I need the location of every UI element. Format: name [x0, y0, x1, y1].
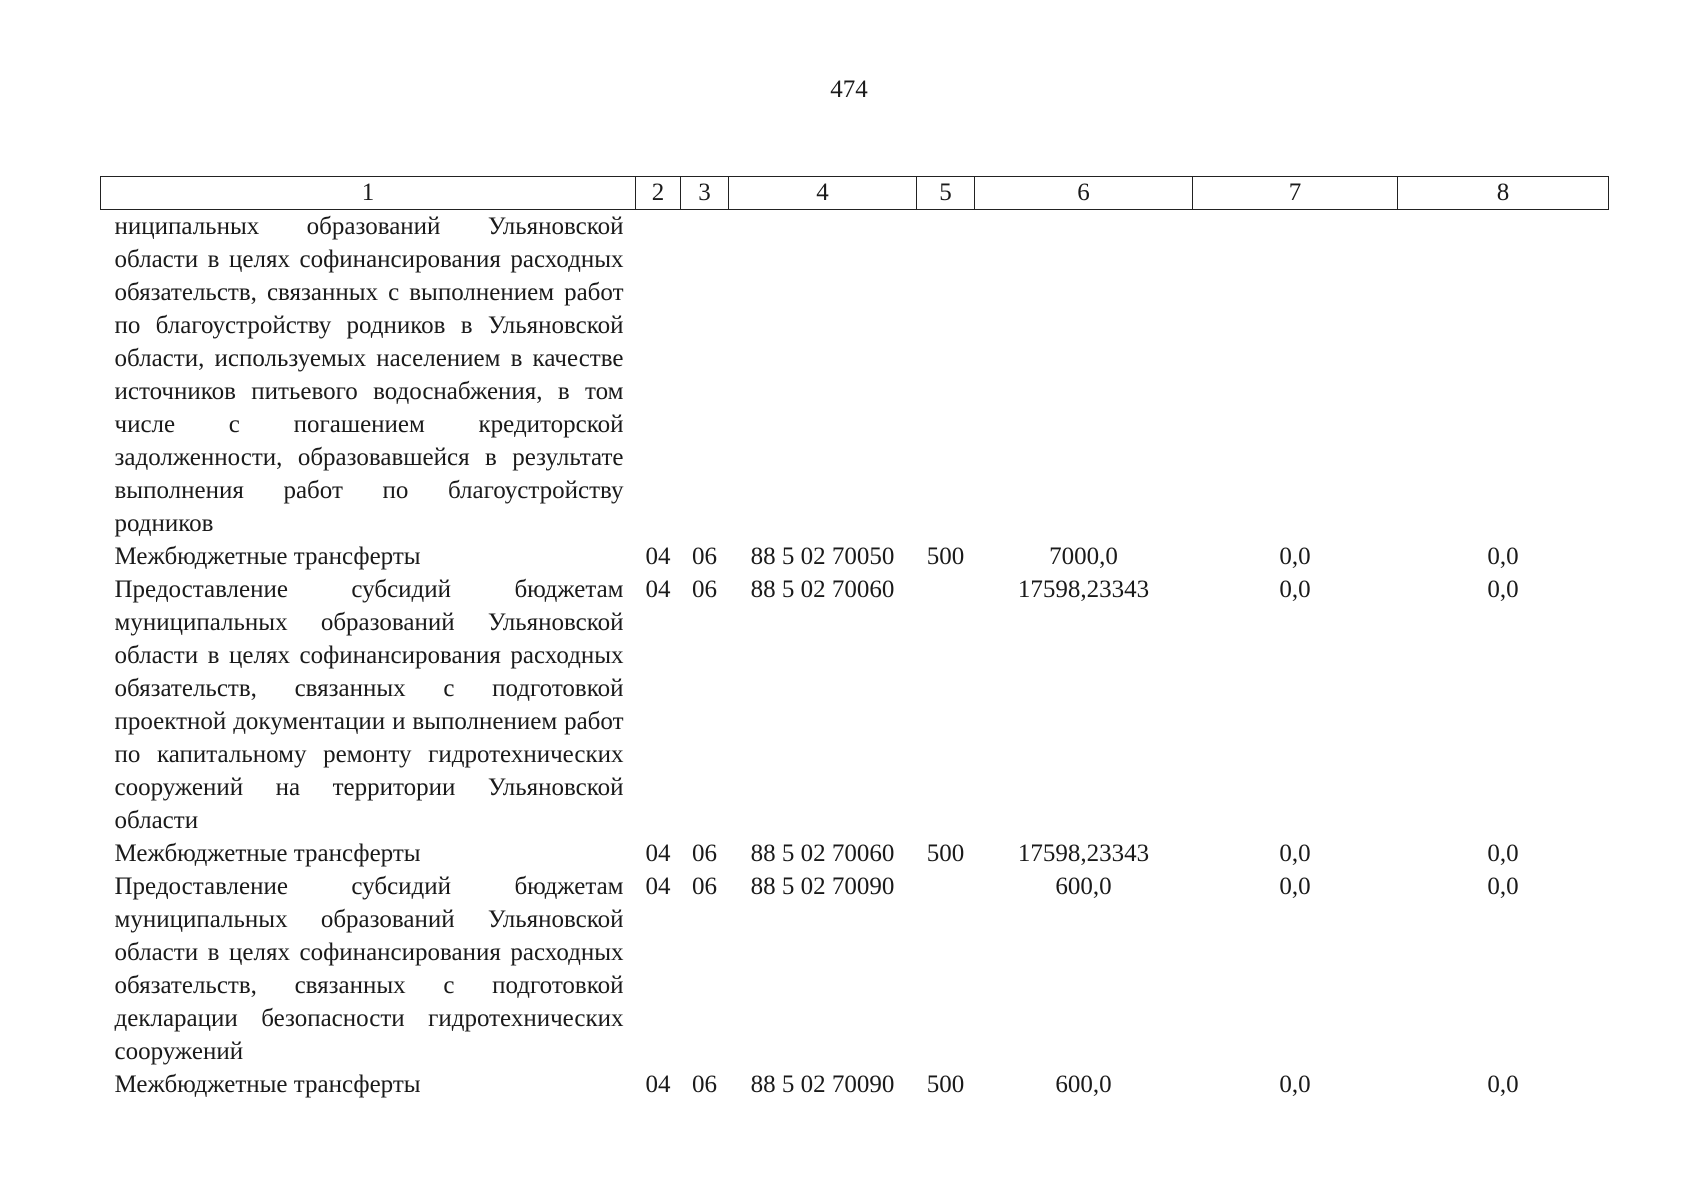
row-amount-col7: [1193, 210, 1398, 541]
column-header-3: 3: [681, 177, 729, 210]
row-subsection: 06: [692, 1071, 717, 1098]
row-section: 04: [645, 873, 671, 900]
row-amount-col6: 600,0: [1055, 1071, 1112, 1098]
row-section: 04: [645, 840, 671, 867]
row-amount-col7: 0,0: [1279, 840, 1311, 867]
row-section: 04: [645, 576, 671, 603]
row-expense-type: 500: [926, 840, 965, 867]
row-amount-col6: 17598,23343: [1017, 576, 1150, 603]
row-description: ниципальных образований Ульяновской области в целях софинансирования расходных обязательств, связанных с выполнением работ по благоустройству родников в Ульяновской области, используемых населением в качестве источников питьевого водоснабжения, в том числе с погашением кредиторской задолженности, образовавшейся в результате выполнения работ по благоустройству родников: [114, 213, 624, 537]
row-amount-col7: 0,0: [1279, 873, 1311, 900]
table-row: [101, 540, 1609, 573]
row-amount-col8: 0,0: [1487, 873, 1519, 900]
row-subsection: 06: [692, 873, 717, 900]
budget-table: [100, 176, 1609, 1101]
row-expense-type: [917, 210, 975, 541]
column-header-7: 7: [1193, 177, 1398, 210]
table-row: [101, 870, 1609, 1068]
row-amount-col8: [1398, 210, 1609, 541]
row-target-code: 88 5 02 70060: [750, 576, 895, 603]
row-amount-col7: 0,0: [1279, 1071, 1311, 1098]
row-expense-type: [917, 870, 975, 1068]
table-row: [101, 210, 1609, 541]
row-amount-col6: 7000,0: [1049, 543, 1118, 570]
row-description: Предоставление субсидий бюджетам муниципальных образований Ульяновской области в целях софинансирования расходных обязательств, связанных с подготовкой проектной документации и выполнением работ по капитальному ремонту гидротехнических сооружений на территории Ульяновской области: [114, 576, 624, 834]
row-amount-col7: 0,0: [1279, 576, 1311, 603]
row-section: 04: [645, 1071, 671, 1098]
row-subsection: 06: [692, 840, 717, 867]
column-header-1: 1: [101, 177, 636, 210]
row-description: Предоставление субсидий бюджетам муниципальных образований Ульяновской области в целях софинансирования расходных обязательств, связанных с подготовкой декларации безопасности гидротехнических сооружений: [114, 873, 624, 1065]
page-number: 474: [830, 76, 868, 103]
row-description: Межбюджетные трансферты: [114, 543, 421, 570]
row-target-code: 88 5 02 70050: [750, 543, 895, 570]
column-header-6: 6: [975, 177, 1193, 210]
row-expense-type: 500: [926, 543, 965, 570]
row-description: Межбюджетные трансферты: [114, 1071, 421, 1098]
row-description: Межбюджетные трансферты: [114, 840, 421, 867]
row-target-code: 88 5 02 70060: [750, 840, 895, 867]
header-row: [101, 177, 1609, 210]
row-expense-type: [917, 573, 975, 837]
row-target-code: [729, 210, 917, 541]
row-amount-col8: 0,0: [1487, 840, 1519, 867]
row-amount-col6: 17598,23343: [1017, 840, 1150, 867]
row-subsection: 06: [692, 576, 717, 603]
row-subsection: 06: [692, 543, 717, 570]
row-target-code: 88 5 02 70090: [750, 1071, 895, 1098]
row-amount-col8: 0,0: [1487, 543, 1519, 570]
row-amount-col8: 0,0: [1487, 576, 1519, 603]
row-expense-type: 500: [926, 1071, 965, 1098]
column-header-4: 4: [729, 177, 917, 210]
budget-table-container: [100, 176, 1608, 1101]
table-row: [101, 573, 1609, 837]
table-row: [101, 837, 1609, 870]
row-amount-col7: 0,0: [1279, 543, 1311, 570]
row-amount-col6: 600,0: [1055, 873, 1112, 900]
column-header-8: 8: [1398, 177, 1609, 210]
table-row: [101, 1068, 1609, 1101]
row-target-code: 88 5 02 70090: [750, 873, 895, 900]
row-amount-col6: [975, 210, 1193, 541]
row-subsection: [681, 210, 729, 541]
column-header-2: 2: [636, 177, 681, 210]
row-amount-col8: 0,0: [1487, 1071, 1519, 1098]
table-body: [101, 210, 1609, 1102]
row-section: 04: [645, 543, 671, 570]
column-header-5: 5: [917, 177, 975, 210]
row-section: [636, 210, 681, 541]
table-header: [101, 177, 1609, 210]
